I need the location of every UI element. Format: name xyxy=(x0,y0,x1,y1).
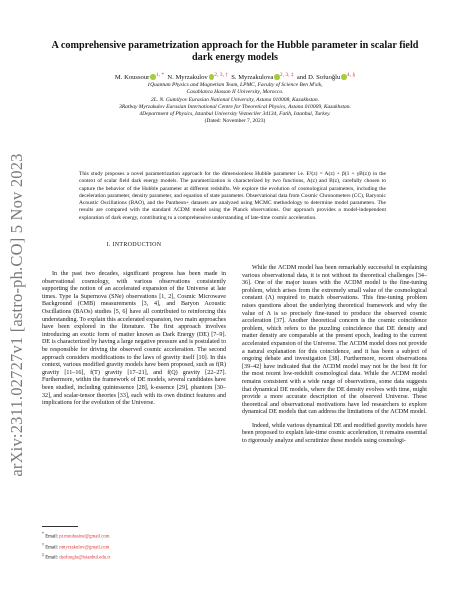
dated-line: (Dated: November 7, 2023) xyxy=(204,118,266,125)
affiliation: 4Department of Physics, Istanbul University Vezneciler 34134, Fatih, Istanbul, Turkey. xyxy=(139,111,331,118)
paragraph: In the past two decades, significant progress has been made in observational cosmology, with various observations consistently supporting the notion of an accelerated expansion of the Universe at late times. Type Ia Supernova (SNe) observations [1, 2], Cosmic Microwave Background (CMB) measurements [3, 4], and Baryon Acoustic Oscillations (BAOs) studies [5, 6] have all contributed to reinforcing this understanding. To explain this accelerated expansion, two main approaches have been explored in the literature. The first approach involves introducing an exotic form of matter known as Dark Energy (DE) [7–9]. DE is characterized by having a large negative pressure and is postulated to be responsible for driving the observed cosmic acceleration. The second approach considers modifications to the laws of gravity itself [10]. In this context, various modified gravity models have been proposed, such as f(R) gravity [11–16], f(T) gravity [17–21], and f(Q) gravity [22–27]. Furthermore, within the framework of DE models, several candidates have been studied, including quintessence [28], k-essence [29], phantom [30–32], and scalar-tensor theories [33], each with its own distinct features and implications for the evolution of the Universe. xyxy=(42,271,226,407)
affiliation: 3Ratbay Myrzakulov Eurasian International Centre for Theoretical Physics, Astana 010009, Kazakhstan. xyxy=(119,103,351,110)
footnotes xyxy=(42,530,232,562)
email-link[interactable]: dsofuoglu@istanbul.edu.tr xyxy=(59,555,111,561)
footnote: ‡ Email: dsofuoglu@istanbul.edu.tr xyxy=(42,552,111,561)
orcid-icon[interactable] xyxy=(150,74,156,80)
arxiv-id: arXiv:2311.02727v1 [astro-ph.CO] 5 Nov 2023 xyxy=(7,153,26,477)
author: D. Sofuoğlu $^{4, \S}$ xyxy=(308,72,356,82)
abstract: This study proposes a novel parametrization approach for the dimensionless Hubble parameter i.e. E²(z) = A(z) + β(1 + γB(z)) in the context of scalar field dark energy models. The parametrization is characterized by two functions, A(z) and B(z), carefully chosen to capture the behavior of the Hubble parameter at different redshifts. We explore the evolution of cosmological parameters, including the deceleration parameter, density parameter, and equation of state parameter. Observational data from Cosmic Chronometers (CC), Baryonic Acoustic Oscillations (BAO), and the Pantheon+ datasets are analyzed using MCMC methodology to determine model parameters. The results are compared with the standard ΛCDM model using the Planck observations. Our approach provides a model-independent exploration of dark energy, contributing to a comprehensive understanding of late-time cosmic acceleration. xyxy=(79,171,386,221)
footnote-rule xyxy=(42,526,78,527)
affiliation: Casablanca Hassan II University, Morocco. xyxy=(186,89,284,96)
author: S. Myrzakulova $^{2, 3, \ddagger}$ xyxy=(231,72,294,82)
paragraph: Indeed, while various dynamical DE and modified gravity models have been proposed to explain late-time cosmic acceleration, it remains essential to rigorously analyze and scrutinize these models using cosmologi- xyxy=(242,422,427,445)
email-link[interactable]: pr.mouhssine@gmail.com xyxy=(59,534,110,540)
left-column xyxy=(42,271,226,408)
orcid-icon[interactable] xyxy=(341,74,347,80)
affiliations xyxy=(40,82,430,126)
section-heading: I. INTRODUCTION xyxy=(106,242,162,248)
orcid-icon[interactable] xyxy=(274,74,280,80)
footnote: * Email: pr.mouhssine@gmail.com xyxy=(42,531,110,540)
orcid-icon[interactable] xyxy=(209,74,215,80)
paragraph: While the ΛCDM model has been remarkably successful in explaining various observational data, it is not without its theoretical challenges [34–36]. One of the major issues with the ΛCDM model is the fine-tuning problem, which arises from the extremely small value of the cosmological constant (Λ) required to match observations. This fine-tuning problem raises questions about the underlying theoretical framework and why the value of Λ is so precisely fine-tuned to produce the observed cosmic acceleration [37]. Another theoretical concern is the cosmic coincidence problem, which refers to the puzzling coincidence that DE density and matter density are comparable at the present epoch, leading to the current accelerated expansion of the Universe. The ΛCDM model does not provide a natural explanation for this coincidence, and it has been a subject of ongoing debate and investigation [38]. Furthermore, recent observations [39–42] have indicated that the ΛCDM model may not be the best fit for the most recent low-redshift cosmological data. While the ΛCDM model remains consistent with a wide range of observations, some data suggests that dynamical DE models, where the DE density evolves with time, might provide a more accurate description of the observed Universe. These theoretical and observational motivations have led researchers to explore dynamical DE models that can address the limitations of the ΛCDM model. xyxy=(242,265,427,416)
arxiv-stamp xyxy=(4,150,30,480)
email-link[interactable]: nmyrzakulov@gmail.com xyxy=(59,545,110,551)
author: M. Koussour $^{1, *}$ xyxy=(114,72,165,82)
footnote: † Email: nmyrzakulov@gmail.com xyxy=(42,541,110,551)
paper-title: A comprehensive parametrization approach for the Hubble parameter in scalar field dark energy models xyxy=(51,40,419,63)
affiliation: 1Quantum Physics and Magnetism Team, LPMC, Faculty of Science Ben M'sik, xyxy=(147,82,323,88)
right-column xyxy=(242,265,427,446)
author-list: M. Koussour $^{1, *}$ N. Myrzakulov $^{2, 3, \dagger}$ S. Myrzakulova $^{2, 3, \ddagger}$ and D. Sofuoğlu $^{4, \S}$ xyxy=(114,72,356,82)
author: N. Myrzakulov $^{2, 3, \dagger}$ xyxy=(167,72,228,82)
affiliation: 2L. N. Gumilyov Eurasian National University, Astana 010008, Kazakhstan. xyxy=(150,96,320,103)
